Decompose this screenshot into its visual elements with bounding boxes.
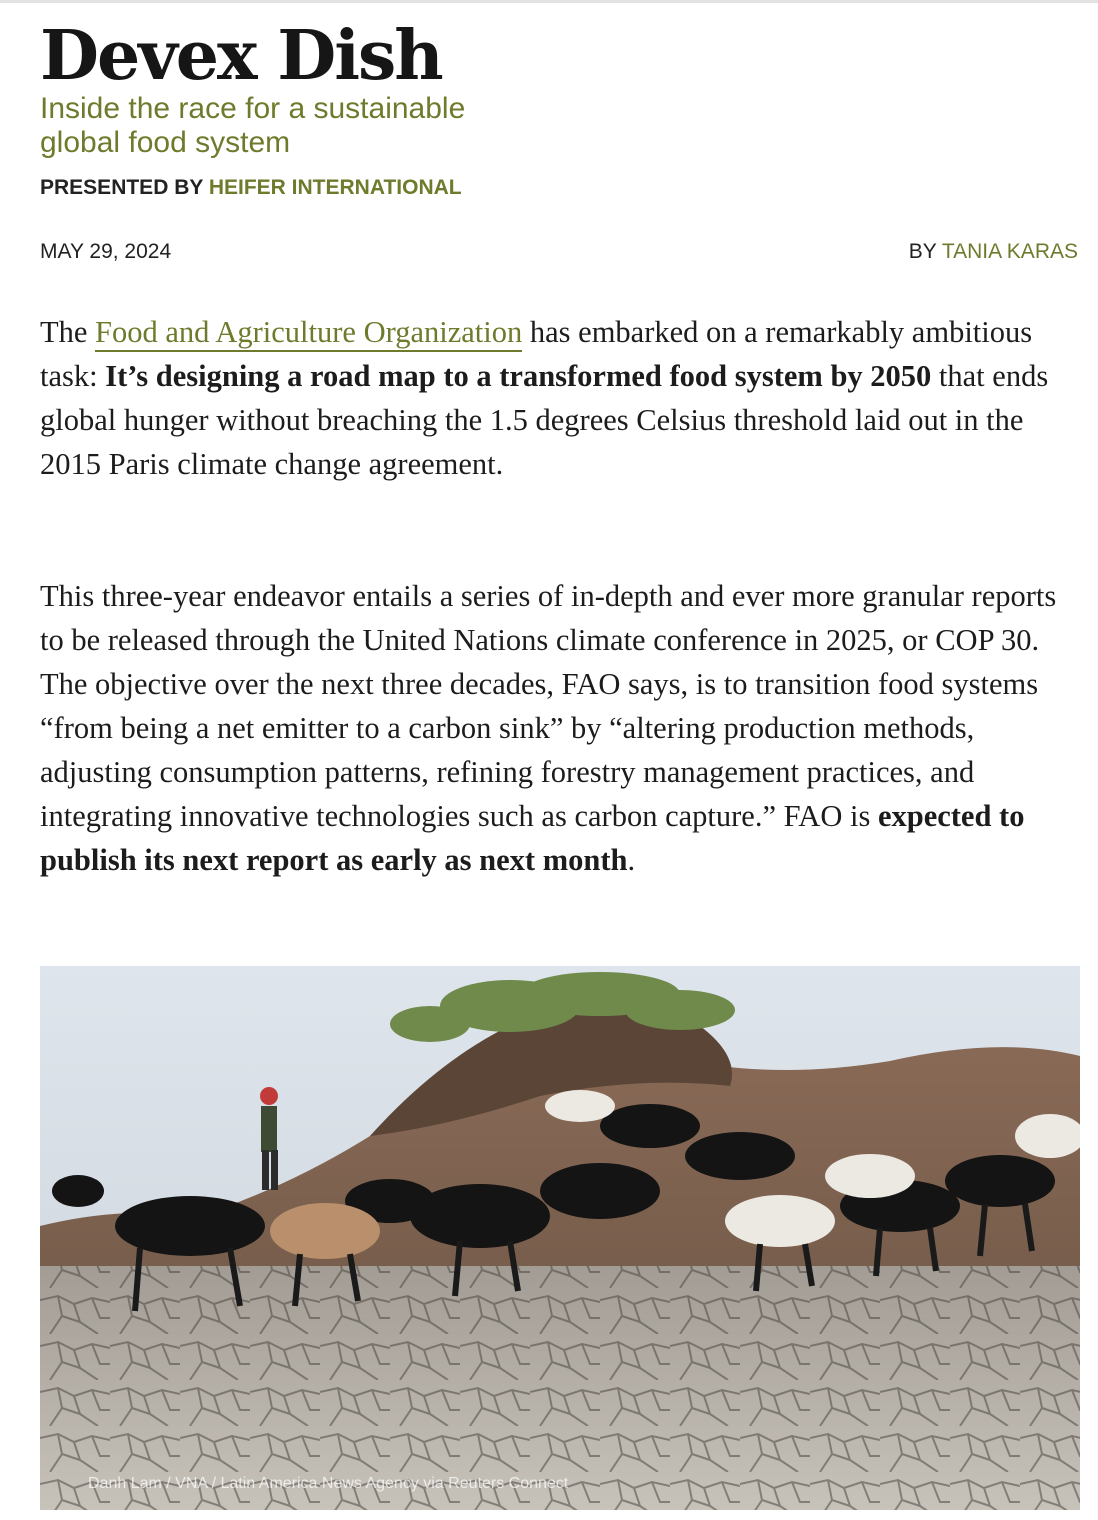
article-paragraph-1 [40, 310, 1080, 486]
publish-date: MAY 29, 2024 [40, 240, 172, 263]
newsletter-title[interactable]: Devex Dish [40, 16, 442, 96]
newsletter-tagline [40, 92, 560, 160]
goats-on-cracked-earth-image [40, 966, 1080, 1510]
paragraph-bold-link[interactable]: expected to publish its next report as early as next month [40, 799, 1025, 877]
paragraph-text: . [627, 843, 636, 877]
paragraph-text: This three-year endeavor entails a series of in-depth and ever more granular reports to be released through the United Nations climate conference in 2025, or COP 30. The objective over the next three decades, FAO says, is to transition food systems “from being a net emitter to a carbon sink” by “altering production methods, adjusting consumption patterns, refining forestry management practices, and integrating innovative technologies such as carbon capture.” FAO is [40, 579, 1057, 833]
tagline-line-2: global food system [40, 126, 291, 159]
presented-by-label: PRESENTED BY [40, 176, 203, 199]
tagline-line-1: Inside the race for a sustainable [40, 92, 466, 125]
byline-label: BY [908, 240, 937, 263]
presented-by [40, 176, 462, 200]
sponsor-link[interactable]: HEIFER INTERNATIONAL [208, 176, 462, 199]
photo-credit: Danh Lam / VNA / Latin America News Agency via Reuters Connect [88, 1475, 569, 1492]
author-link[interactable]: TANIA KARAS [941, 240, 1078, 263]
article-photo [40, 966, 1080, 1510]
top-divider [0, 0, 1098, 3]
paragraph-bold-text: It’s designing a road map to a transformed food system by 2050 [105, 359, 932, 393]
paragraph-text: has embarked on a remarkably ambitious task: [40, 315, 1033, 393]
byline [909, 240, 1078, 264]
paragraph-text: that ends global hunger without breaching the 1.5 degrees Celsius threshold laid out in the 2015 Paris climate change agreement. [40, 359, 1049, 481]
paragraph-text: The [40, 315, 96, 349]
fao-link[interactable]: Food and Agriculture Organization [95, 315, 522, 352]
article-paragraph-2 [40, 574, 1080, 882]
